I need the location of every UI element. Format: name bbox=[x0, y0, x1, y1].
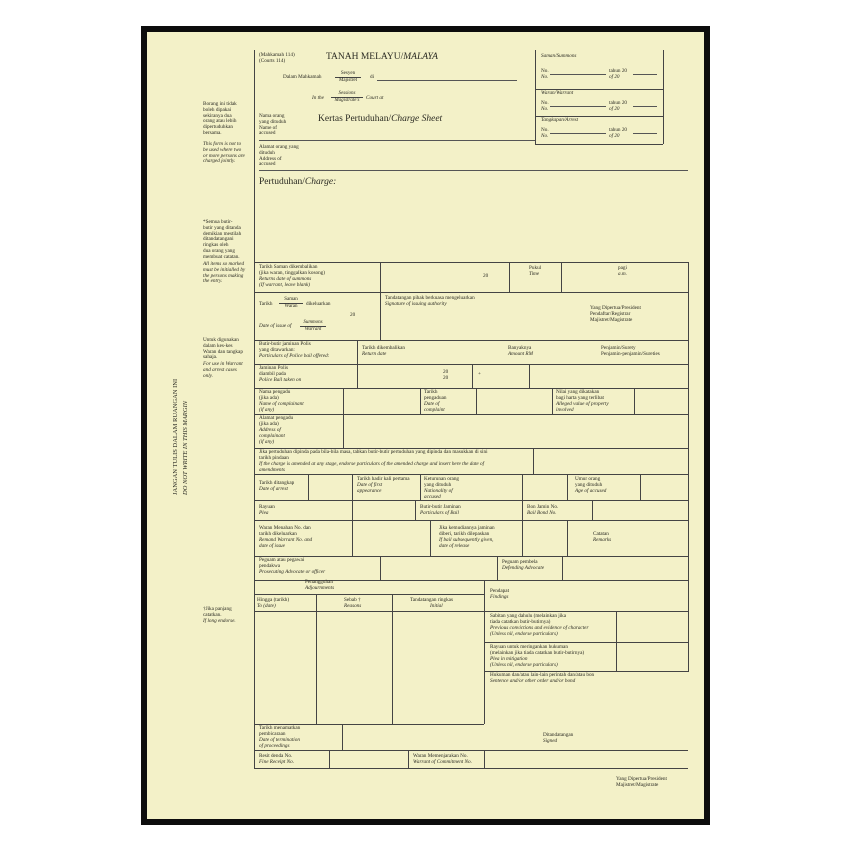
release-label: Jika kemudiannya jaminan diberi, tarikh dilepaskan bbox=[439, 525, 495, 537]
adjournment-header-line bbox=[254, 594, 484, 595]
sesyen-majistret: Sesyen Majistret bbox=[335, 71, 361, 84]
tangkapan-of: of 20 bbox=[609, 133, 620, 139]
row10-div-2 bbox=[430, 520, 431, 556]
right-box-left bbox=[535, 50, 536, 144]
previous-convictions-label-en: Previous convictions and evidence of character (Unless nil, endorse particulars) bbox=[490, 625, 589, 637]
return-summons-label-en: Returns date of summons (If warrant, leave blank) bbox=[259, 276, 312, 288]
time-label: Time bbox=[529, 271, 540, 277]
saman-tahun: tahun 20 bbox=[609, 68, 628, 74]
row4-div-1 bbox=[357, 364, 358, 388]
accused-address-line[interactable] bbox=[259, 170, 688, 171]
arrest-date-label-en: Date of arrest bbox=[259, 486, 288, 492]
tangkapan-year-field[interactable] bbox=[633, 133, 657, 134]
di-label: di bbox=[370, 74, 375, 80]
row8-div-4 bbox=[522, 474, 523, 500]
row4-div-3 bbox=[529, 364, 530, 388]
defending-label: Peguam pembela bbox=[502, 559, 538, 565]
mitigation-line bbox=[484, 642, 688, 643]
initial-label-en: Initial bbox=[430, 603, 443, 609]
findings-label: Pendapat bbox=[490, 588, 510, 594]
bail-taken-label-en: Police Bail taken on bbox=[259, 377, 302, 383]
age-label-en: Age of accused bbox=[575, 488, 607, 494]
receipt-top-line bbox=[254, 750, 688, 751]
findings-label-en: Findings bbox=[490, 594, 509, 600]
amended-label: Jika pertuduhan dipinda pada bila-bila masa, tabkan butir-butir pertuduhan yang dipinda dan masukkan di sini tarikh pindaan bbox=[259, 449, 488, 461]
complaint-date-label-en: Date of complaint bbox=[424, 401, 445, 413]
charge-sheet-title: Kertas Pertuduhan/Charge Sheet bbox=[318, 114, 443, 124]
bail-bond-label-en: Bail Bond No. bbox=[527, 510, 557, 516]
row10-div-4 bbox=[567, 520, 568, 556]
plea-label: Rayuan bbox=[259, 504, 275, 510]
row9-div-2 bbox=[415, 500, 416, 520]
prosecutor-label: Peguam atau pegawai pendakwa bbox=[259, 557, 305, 569]
accused-name-label: Nama orang yang dituduh Name of accused bbox=[259, 113, 287, 137]
termination-label-en: Date of termination of proceedings bbox=[259, 737, 300, 749]
return-twenty: 20 bbox=[483, 273, 489, 279]
row5-div-4 bbox=[552, 388, 553, 414]
row5-div-2 bbox=[420, 388, 421, 414]
defending-label-en: Defending Advocate bbox=[502, 565, 545, 571]
bail-particulars-label: Butir-butir Jaminan bbox=[420, 504, 461, 510]
summons-warrant-frac: Summons Warrant bbox=[300, 320, 326, 333]
release-label-en: If bail subsequently given, date of release bbox=[439, 537, 494, 549]
row1-div-1 bbox=[380, 262, 381, 292]
commitment-label-en: Warrant of Commitment No. bbox=[413, 759, 472, 765]
saman-no-field[interactable] bbox=[550, 74, 606, 75]
margin-vertical-en: DO NOT WRITE IN THIS MARGIN bbox=[182, 401, 189, 495]
saman-label: Saman/Summons bbox=[541, 53, 577, 59]
adj-div-1 bbox=[316, 594, 317, 724]
row6-div bbox=[343, 414, 344, 448]
waran-of: of 20 bbox=[609, 106, 620, 112]
age-label: Umur orang yang dituduh bbox=[575, 476, 603, 488]
sentence-label: Hukuman dan/atau lain-lain perintah dan/atau bon bbox=[490, 672, 595, 678]
dalam-mahkamah: Dalam Mahkamah bbox=[283, 74, 322, 80]
prosecutor-label-en: Prosecuting Advocate or officer bbox=[259, 569, 326, 575]
fine-receipt-label: Resit denda No. bbox=[259, 753, 293, 759]
am-label: a.m. bbox=[618, 271, 627, 277]
signature-label-en: Signature of issuing authority bbox=[385, 301, 447, 307]
row8-div-5 bbox=[567, 474, 568, 500]
issuing-authority: Yang Dipertua/President Pendaftar/Registrar Majistret/Magistrate bbox=[590, 305, 641, 323]
sessions-magistrates: Sessions Magistrate's bbox=[331, 91, 363, 104]
adjournments-label: Penangguhan bbox=[305, 579, 333, 585]
first-appearance-label-en: Date of first appearance bbox=[357, 482, 383, 494]
row9-div-1 bbox=[352, 500, 353, 520]
row4-div-2 bbox=[472, 364, 473, 388]
waran-no-en: No. bbox=[541, 106, 549, 112]
nationality-label-en: Nationality of accused bbox=[424, 488, 453, 500]
police-bail-label-en: Particulars of Police bail offered: bbox=[259, 353, 330, 359]
row11-div-3 bbox=[562, 556, 563, 580]
previous-convictions-label: Sabitan yang dahulu (melainkan jika tiada catatkan butir-butirnya) bbox=[490, 613, 567, 625]
row9-div-3 bbox=[522, 500, 523, 520]
return-date-label-en: Return date bbox=[362, 351, 387, 357]
receipt-div-1 bbox=[329, 750, 330, 768]
complainant-address-label: Alamat pengadu (jika ada) bbox=[259, 415, 294, 427]
adjournment-col-line bbox=[254, 611, 688, 612]
issue-twenty: 20 bbox=[350, 312, 356, 318]
signed-label-en: Signed bbox=[543, 738, 558, 744]
amount-label-en: Amount RM bbox=[508, 351, 533, 357]
receipt-bottom-line bbox=[254, 768, 688, 769]
tarikh-label: Tarikh bbox=[259, 301, 273, 307]
return-summons-label: Tarikh Saman dikembalikan (jika waran, tinggalkan kosong) bbox=[259, 264, 325, 276]
margin-note-3-en: For use in Warrant and arrest cases only. bbox=[203, 361, 243, 379]
police-bail-label: Butir-butir jaminan Polis yang ditawarkan: bbox=[259, 341, 311, 353]
plus-mark: + bbox=[478, 371, 481, 377]
row3-div bbox=[357, 340, 358, 364]
row5-div-3 bbox=[476, 388, 477, 414]
waran-year-field[interactable] bbox=[633, 106, 657, 107]
sureties-label: Penjamin/Surety Penjamin-penjamin/Sureties bbox=[601, 345, 660, 357]
date-issue-label: Date of issue of bbox=[259, 323, 292, 329]
fine-receipt-label-en: Fine Receipt No. bbox=[259, 759, 295, 765]
row-line-11 bbox=[254, 556, 688, 557]
saman-no-en: No. bbox=[541, 74, 549, 80]
complainant-address-label-en: Address of complainant (if any) bbox=[259, 427, 285, 445]
amended-label-en: If the charge is amended at any stage, endorse particulars of the amended charge and insert here the date of amendments bbox=[259, 461, 485, 473]
nationality-label: Keturunan orang yang dituduh bbox=[424, 476, 460, 488]
bail-twenty: 20 bbox=[443, 369, 449, 375]
arrest-date-label: Tarikh ditangkap bbox=[259, 480, 295, 486]
row9-div-4 bbox=[592, 500, 593, 520]
row-line-4 bbox=[254, 364, 688, 365]
row7-div bbox=[533, 448, 534, 474]
in-the: In the bbox=[312, 95, 324, 101]
tangkapan-no-en: No. bbox=[541, 133, 549, 139]
right-box-bottom bbox=[535, 144, 663, 145]
row10-div-1 bbox=[352, 520, 353, 556]
row8-div-6 bbox=[640, 474, 641, 500]
saman-waran-frac: Saman Waran bbox=[279, 297, 303, 310]
row-line-8 bbox=[254, 474, 688, 475]
tangkapan-label: Tangkapan/Arrest bbox=[541, 117, 579, 123]
form-right-border bbox=[688, 262, 689, 672]
court-at: Court at bbox=[366, 95, 384, 101]
complaint-date-label: Tarikh pengaduan bbox=[424, 389, 447, 401]
row5-div-5 bbox=[634, 388, 635, 414]
margin-note-4: †Jika panjang catatkan. bbox=[203, 606, 232, 618]
findings-div bbox=[616, 611, 617, 671]
complainant-name-label: Nama pengadu (jika ada) bbox=[259, 389, 291, 401]
form-left-border bbox=[254, 50, 255, 768]
court-label: (Mahkamah 114) (Courts 114) bbox=[259, 52, 295, 64]
title: TANAH MELAYU/MALAYA bbox=[326, 52, 438, 62]
property-value-label-en: Alleged value of property involved bbox=[556, 401, 609, 413]
bail-taken-label: Jaminan Polis diambil pada bbox=[259, 365, 288, 377]
remarks-label-en: Remarks bbox=[593, 537, 612, 543]
to-date-label: Hingga (tarikh) bbox=[257, 597, 290, 603]
row-line-3 bbox=[254, 340, 688, 341]
margin-vertical-ms: JANGAN TULIS DALAM RUANGAN INI bbox=[172, 378, 179, 495]
sentence-label-en: Sentence and/or other order and/or bond bbox=[490, 678, 576, 684]
complainant-name-label-en: Name of complainant (if any) bbox=[259, 401, 304, 413]
pagi-label: pagi bbox=[618, 265, 627, 271]
bail-particulars-label-en: Particulars of Bail bbox=[420, 510, 459, 516]
adj-div-3 bbox=[484, 580, 485, 724]
waran-label: Waran/Warrant bbox=[541, 90, 574, 96]
property-value-label: Nilai yang dikatakan bagi harta yang terlibat bbox=[556, 389, 604, 401]
row11-div-2 bbox=[497, 556, 498, 580]
row-line-5 bbox=[254, 388, 688, 389]
row11-div-1 bbox=[380, 556, 381, 580]
return-date-label: Tarikh dikembalikan bbox=[362, 345, 405, 351]
row-line-2 bbox=[254, 292, 688, 293]
mitigation-label-en: Plea in mitigation (Unless nil, endorse particulars) bbox=[490, 656, 558, 668]
receipt-div-2 bbox=[408, 750, 409, 768]
saman-no: No. bbox=[541, 68, 549, 74]
accused-address-label: Alamat orang yang dituduh Address of accused bbox=[259, 144, 299, 168]
right-box-right bbox=[663, 50, 664, 144]
tangkapan-no-field[interactable] bbox=[550, 133, 606, 134]
reasons-label: Sebab † bbox=[344, 597, 361, 603]
saman-of: of 20 bbox=[609, 74, 620, 80]
bail-bond-label: Bon Jamin No. bbox=[527, 504, 559, 510]
saman-year-field[interactable] bbox=[633, 74, 657, 75]
pukul-label: Pukul bbox=[529, 265, 542, 271]
to-date-label-en: To (date) bbox=[257, 603, 276, 609]
charge-label: Pertuduhan/Charge: bbox=[259, 177, 337, 187]
margin-note-2-en: All items so marked must be initialled by the persons making the entry. bbox=[203, 261, 246, 285]
charge-text-area[interactable] bbox=[256, 192, 686, 260]
tangkapan-tahun: tahun 20 bbox=[609, 127, 628, 133]
footer-signature: Yang Dipertua/President Majistret/Magistrate bbox=[616, 776, 667, 788]
adjournments-label-en: Adjournments bbox=[305, 585, 335, 591]
initial-label: Tandatangan ringkas bbox=[410, 597, 453, 603]
row1-div-3 bbox=[561, 262, 562, 292]
adj-div-2 bbox=[392, 594, 393, 724]
dikeluarkan-label: dikeluarkan bbox=[306, 301, 331, 307]
remand-label-en: Remand Warrant No. and date of issue bbox=[259, 537, 313, 549]
row-line-1 bbox=[254, 262, 688, 263]
waran-no: No. bbox=[541, 100, 549, 106]
tangkapan-no: No. bbox=[541, 127, 549, 133]
row-line-6 bbox=[254, 414, 688, 415]
margin-note-4-en: If long endorse. bbox=[203, 618, 236, 624]
reasons-label-en: Reasons bbox=[344, 603, 362, 609]
signature-label: Tandatangan pihak berkuasa mengeluarkan bbox=[385, 295, 475, 301]
remand-label: Waran Menahan No. dan tarikh dikeluarkan bbox=[259, 525, 311, 537]
mitigation-label: Rayuan untuk meringankan hukuman (melainkan jika tiada catatkan butir-butirnya) bbox=[490, 644, 585, 656]
amount-label: Banyaknya bbox=[508, 345, 532, 351]
margin-note-3: Untuk digunakan dalam kes-kes Waran dan tangkap sahaja. bbox=[203, 337, 243, 361]
termination-label: Tarikh menamatkan pembicaraan bbox=[259, 725, 301, 737]
commitment-label: Waran Memenjarakan No. bbox=[413, 753, 468, 759]
signed-label: Ditandatangan bbox=[543, 732, 574, 738]
row-line-9 bbox=[254, 500, 688, 501]
row8-div-1 bbox=[308, 474, 309, 500]
margin-note-2: *Semua butir- butir yang ditanda demikian mestilah ditandatangani ringkas oleh dua orang yang membuat catatan. bbox=[203, 219, 242, 260]
plea-label-en: Plea bbox=[259, 510, 269, 516]
remarks-label: Catatan bbox=[593, 531, 609, 537]
first-appearance-label: Tarikh hadir kali pertama bbox=[357, 476, 410, 482]
termination-div bbox=[342, 724, 343, 750]
margin-note-1: Borang ini tidak boleh dipakai sekiranya dua orang atau lebih dipertuduhkan bersama. bbox=[203, 101, 237, 136]
row-line-10 bbox=[254, 520, 688, 521]
row1-div-2 bbox=[509, 262, 510, 292]
row10-div-3 bbox=[522, 520, 523, 556]
row2-div bbox=[380, 292, 381, 340]
row8-div-2 bbox=[352, 474, 353, 500]
bail-twenty-2: 20 bbox=[443, 375, 449, 381]
waran-no-field[interactable] bbox=[550, 106, 606, 107]
margin-note-1-en: This form is not to be used where two or more persons are charged jointly. bbox=[203, 141, 245, 165]
court-location-line[interactable] bbox=[377, 80, 517, 81]
row8-div-3 bbox=[420, 474, 421, 500]
row5-div-1 bbox=[343, 388, 344, 414]
receipt-div-3 bbox=[484, 750, 485, 768]
accused-name-line[interactable] bbox=[259, 140, 535, 141]
waran-tahun: tahun 20 bbox=[609, 100, 628, 106]
